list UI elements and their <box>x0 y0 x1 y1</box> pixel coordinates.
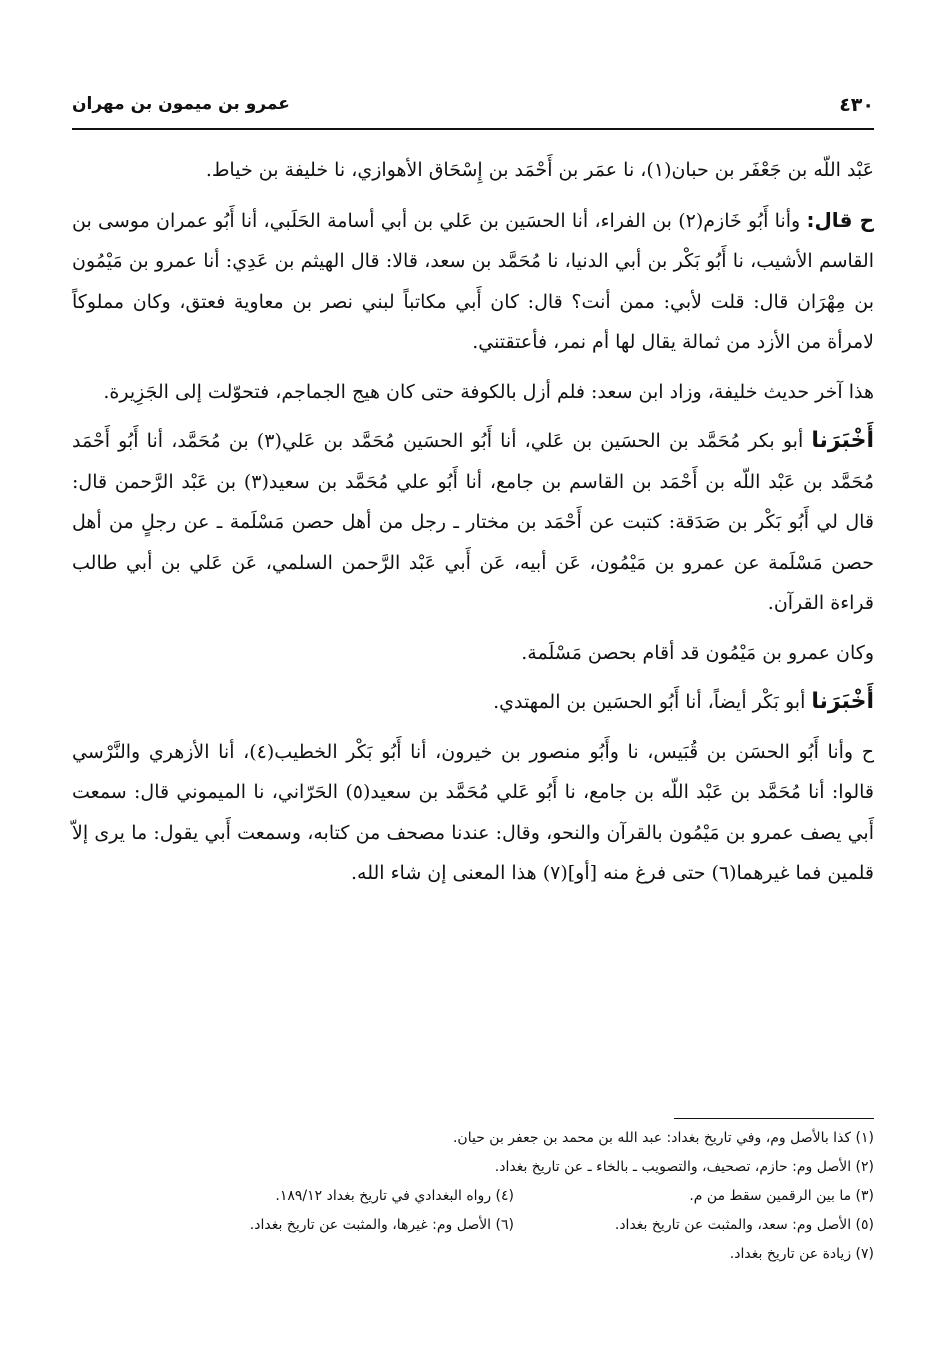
header-rule <box>72 128 874 130</box>
paragraph <box>72 421 874 624</box>
paragraph-lead: أَخْبَرَنا <box>811 689 874 714</box>
paragraph-text: وأنا أَبُو خَازم(٢) بن الفراء، أنا الحسَين بن عَلي بن أبي أسامة الحَلَبي، أنا أَبُو عمران موسى بن القاسم الأشيب، نا أَبُو بَكْر بن أبي الدنيا، نا مُحَمَّد بن سعد، قالا: قال الهيثم بن عَدِي: أنا عمرو بن مَيْمُون بن مِهْرَان قال: قلت لأبي: ممن أنت؟ قال: كان أَبي مكاتباً لبني نصر بن معاوية فعتق، وكان مملوكاً لامرأة من الأزد من ثمالة يقال لها أم نمر، فأعتقتني. <box>72 209 874 353</box>
paragraph-text: هذا آخر حديث خليفة، وزاد ابن سعد: فلم أزل بالكوفة حتى كان هيج الجماجم، فتحوّلت إلى الجَزِيرة. <box>103 380 874 403</box>
paragraph-text: أبو بَكْر أيضاً، أنا أَبُو الحسَين بن المهتدي. <box>493 691 806 713</box>
footnote: (٧) زيادة عن تاريخ بغداد. <box>729 1246 874 1262</box>
page-header <box>72 94 874 126</box>
page-number: ٤٣٠ <box>839 94 874 116</box>
footnote: (٣) ما بين الرقمين سقط من م. <box>689 1188 874 1204</box>
footnote-row <box>72 1153 874 1182</box>
footnote: (٥) الأصل وم: سعد، والمثبت عن تاريخ بغداد. <box>614 1217 874 1233</box>
paragraph <box>72 372 874 413</box>
paragraph-text: عَبْد اللّه بن جَعْفَر بن حبان(١)، نا عمَر بن أَحْمَد بن إِسْحَاق الأهوازي، نا خليفة بن خياط. <box>205 159 874 181</box>
paragraph-lead: ح قال: <box>806 207 875 232</box>
paragraph-text: وكان عمرو بن مَيْمُون قد أقام بحصن مَسْلَمة. <box>521 641 874 664</box>
footnote: (٦) الأصل وم: غيرها، والمثبت عن تاريخ بغداد. <box>249 1217 514 1233</box>
paragraph <box>72 200 874 363</box>
paragraph <box>72 150 874 191</box>
footnote: (١) كذا بالأصل وم، وفي تاريخ بغداد: عبد الله بن محمد بن جعفر بن حيان. <box>452 1130 874 1146</box>
paragraph <box>72 732 874 894</box>
paragraph-text: ح وأنا أَبُو الحسَن بن قُبَيس، نا وأَبُو منصور بن خيرون، أنا أَبُو بَكْر الخطيب(٤)، أنا الأزهري والنَّرْسي قالوا: أنا مُحَمَّد بن عَبْد اللّه بن جامع، نا أَبُو عَلي مُحَمَّد بن سعيد(٥) الحَرّاني، نا الميموني قال: سمعت أَبي يصف عمرو بن مَيْمُون بالقرآن والنحو، وقال: عندنا مصحف من كتابه، وسمعت أَبي يقول: ما يرى إلاّ قلمين فما غيرهما(٦) حتى فرغ منه [أو](٧) هذا المعنى إن شاء الله. <box>72 740 874 884</box>
footnote: (٤) رواه البغدادي في تاريخ بغداد ١٨٩/١٢. <box>275 1188 514 1204</box>
footnote-row <box>72 1182 874 1211</box>
footnote-row <box>72 1211 874 1240</box>
paragraph-text: أبو بكر مُحَمَّد بن الحسَين بن عَلي، أنا أَبُو الحسَين مُحَمَّد بن عَلي(٣) بن مُحَمَّد، أنا أَبُو أَحْمَد مُحَمَّد بن عَبْد اللّه بن أَحْمَد بن القاسم بن جامع، أنا أَبُو علي مُحَمَّد بن سعيد(٣) بن عَبْد الرَّحمن قال: قال لي أَبُو بَكْر بن صَدَقة: كتبت عن أَحْمَد بن مختار ـ رجل من أهل حصن مَسْلَمة ـ عن رجلٍ من أهل حصن مَسْلَمة عن عمرو بن مَيْمُون، عَن أبيه، عَن أَبي عَبْد الرَّحمن السلمي، عَن عَلي بن أبي طالب قراءة القرآن. <box>72 430 874 614</box>
footnotes <box>72 1124 874 1269</box>
footnote: (٢) الأصل وم: حازم، تصحيف، والتصويب ـ بالخاء ـ عن تاريخ بغداد. <box>494 1159 874 1175</box>
footnote-row <box>72 1124 874 1153</box>
body-text <box>72 150 874 903</box>
footnote-row <box>72 1240 874 1269</box>
footnote-rule <box>674 1118 874 1119</box>
paragraph-lead: أَخْبَرَنا <box>811 428 874 453</box>
running-title: عمرو بن ميمون بن مهران <box>72 94 290 114</box>
paragraph <box>72 633 874 674</box>
paragraph <box>72 682 874 723</box>
